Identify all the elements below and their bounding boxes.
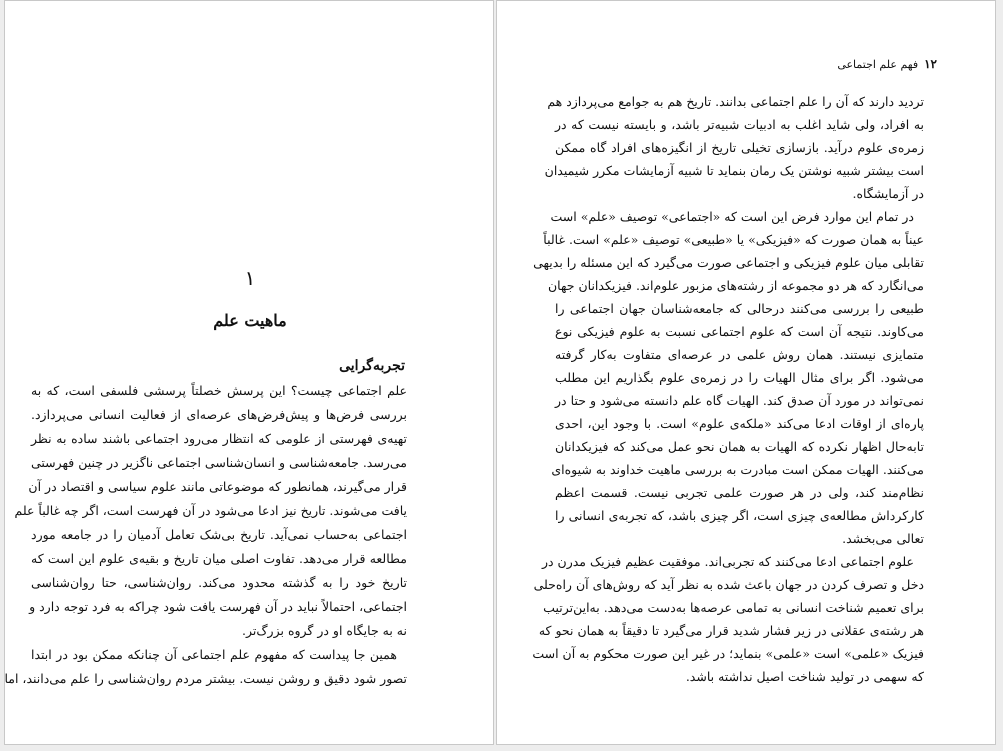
chapter-title: ماهیت علم <box>213 311 287 330</box>
text-line: بررسی فرض‌ها و پیش‌فرض‌های عرصه‌ای از فعالیت انسانی می‌پردازد. <box>31 407 407 422</box>
text-line: نظام‌مند کند، ولی در هر صورت علمی تجربی نیست. قسمت اعظم <box>555 485 924 500</box>
text-line: برای تعمیم شناخت انسانی به تمامی عرصه‌ها به‌دست می‌دهد. به‌این‌ترتیب <box>543 600 924 615</box>
running-title: فهم علم اجتماعی <box>837 58 919 71</box>
text-line: که سهمی در تولید شناخت اصیل نداشته باشد. <box>685 669 924 684</box>
text-line: تابه‌حال اظهار نکرده که الهیات به همان نحو عمل می‌کند که فیزیکدانان <box>555 439 924 454</box>
text-line: علم اجتماعی چیست؟ این پرسش خصلتاً پرسشی فلسفی است، که به <box>31 383 407 398</box>
text-line: در تمام این موارد فرض این است که «اجتماعی» توصیف «علم» است <box>550 209 914 224</box>
text-line: متمایزی نیستند. همان روش علمی در عرصه‌ای متفاوت به‌کار گرفته <box>555 347 924 362</box>
text-line: می‌رسد. جامعه‌شناسی و انسان‌شناسی اجتماعی ناگزیر در چنین فهرستی <box>30 455 407 470</box>
text-line: می‌شود. اگر برای مثال الهیات را در زمره‌ی علوم بگذاریم این مطلب <box>555 370 924 385</box>
left-page <box>4 0 494 745</box>
text-line: در آزمایشگاه. <box>852 186 924 201</box>
text-line: همین جا پیداست که مفهوم علم اجتماعی آن چنانکه ممکن بود در ابتدا <box>31 647 397 662</box>
text-line: تقابلی میان علوم فیزیکی و اجتماعی صورت می‌گیرد که این مسئله را بدیهی <box>533 255 924 270</box>
text-line: تاریخ خود را به گذشته محدود می‌کند. روان‌شناسی، حتا روان‌شناسی <box>31 575 407 590</box>
text-line: می‌کاوند. نتیجه آن است که علوم اجتماعی نسبت به علوم فیزیکی نوع <box>555 324 924 339</box>
text-line: عیناً به همان صورت که «فیزیکی» یا «طبیعی» توصیف «علم» است. غالباً <box>543 232 924 247</box>
text-line: زمره‌ی علوم درآید. بازسازی تخیلی تاریخ از انگیزه‌های افراد گاه ممکن <box>555 140 924 155</box>
text-line: اجتماعی به‌حساب نمی‌آید. تاریخ بی‌شک تعامل آدمیان را در جامعه مورد <box>31 527 407 542</box>
text-line: علوم اجتماعی ادعا می‌کنند که تجربی‌اند. موفقیت عظیم فیزیک مدرن در <box>541 554 914 569</box>
text-line: طبیعی را بررسی می‌کنند درحالی که جامعه‌شناسان جهان اجتماعی را <box>555 301 924 316</box>
text-line: اجتماعی، احتمالاً نباید در آن فهرست یافت شود چراکه به فرد توجه دارد و <box>29 599 407 614</box>
running-header <box>807 57 937 71</box>
text-line: تهیه‌ی فهرستی از علومی که انتظار می‌رود اجتماعی باشند ساده به نظر <box>31 431 407 446</box>
text-line: پاره‌ای از اوقات ادعا می‌کند «ملکه‌ی علوم» است. با وجود این، احدی <box>555 416 924 431</box>
text-line: کارکرداش مطالعه‌ی چیزی است، اگر چیزی باشد، که تجربه‌ی انسانی را <box>555 508 924 523</box>
text-line: می‌کنند. الهیات ممکن است مبادرت به بررسی ماهیت خداوند به شیوه‌ای <box>551 462 924 477</box>
text-line: می‌انگارد که هر دو مجموعه از رشته‌های مزبور علوم‌اند. فیزیکدانان جهان <box>548 278 924 293</box>
text-line: مطالعه قرار می‌دهد. تفاوت اصلی میان تاریخ و بقیه‌ی علوم این است که <box>31 551 407 566</box>
text-line: است بیشتر شبیه نوشتن یک رمان بنماید تا شبیه آزمایشات مکرر شیمیدان <box>544 163 924 178</box>
text-line: تردید دارند که آن را علم اجتماعی بدانند. تاریخ هم به جوامع می‌پردازد هم <box>547 94 924 109</box>
text-line: قرار می‌گیرند، همانطور که موضوعاتی مانند علوم سیاسی و اقتصاد در آن <box>28 479 407 494</box>
text-line: دخل و تصرف کردن در جهان باعث شده به نظر آید که روش‌های آن راه‌حلی <box>533 577 924 592</box>
section-heading: تجربه‌گرایی <box>339 358 405 374</box>
text-line: یافت می‌شوند. تاریخ نیز ادعا می‌شود در آن فهرست است، اگر چه غالباً علم <box>14 503 407 518</box>
right-page <box>496 0 996 745</box>
text-line: فیزیک «علمی» است «علمی» بنماید؛ در غیر این صورت محکوم به آن است <box>532 646 924 661</box>
text-line: هر رشته‌ی عقلانی در زیر فشار شدید قرار می‌گیرد تا دقیقاً به همان نحو که <box>538 623 924 638</box>
text-line: تصور شود دقیق و روشن نیست. بیشتر مردم روان‌شناسی را علم می‌دانند، اما <box>4 671 407 686</box>
chapter-number: ۱ <box>244 266 256 290</box>
text-line: نمی‌تواند در مورد آن صدق کند. الهیات گاه علم دانسته می‌شود و حتا در <box>555 393 924 408</box>
text-line: به افراد، ولی شاید اغلب به ادبیات شبیه‌تر باشد، و بایسته نیست که در <box>555 117 924 132</box>
text-line: نه به جایگاه او در گروه بزرگ‌تر. <box>242 623 407 638</box>
page-number: ۱۲ <box>924 57 937 71</box>
text-line: تعالی می‌بخشد. <box>842 531 924 546</box>
